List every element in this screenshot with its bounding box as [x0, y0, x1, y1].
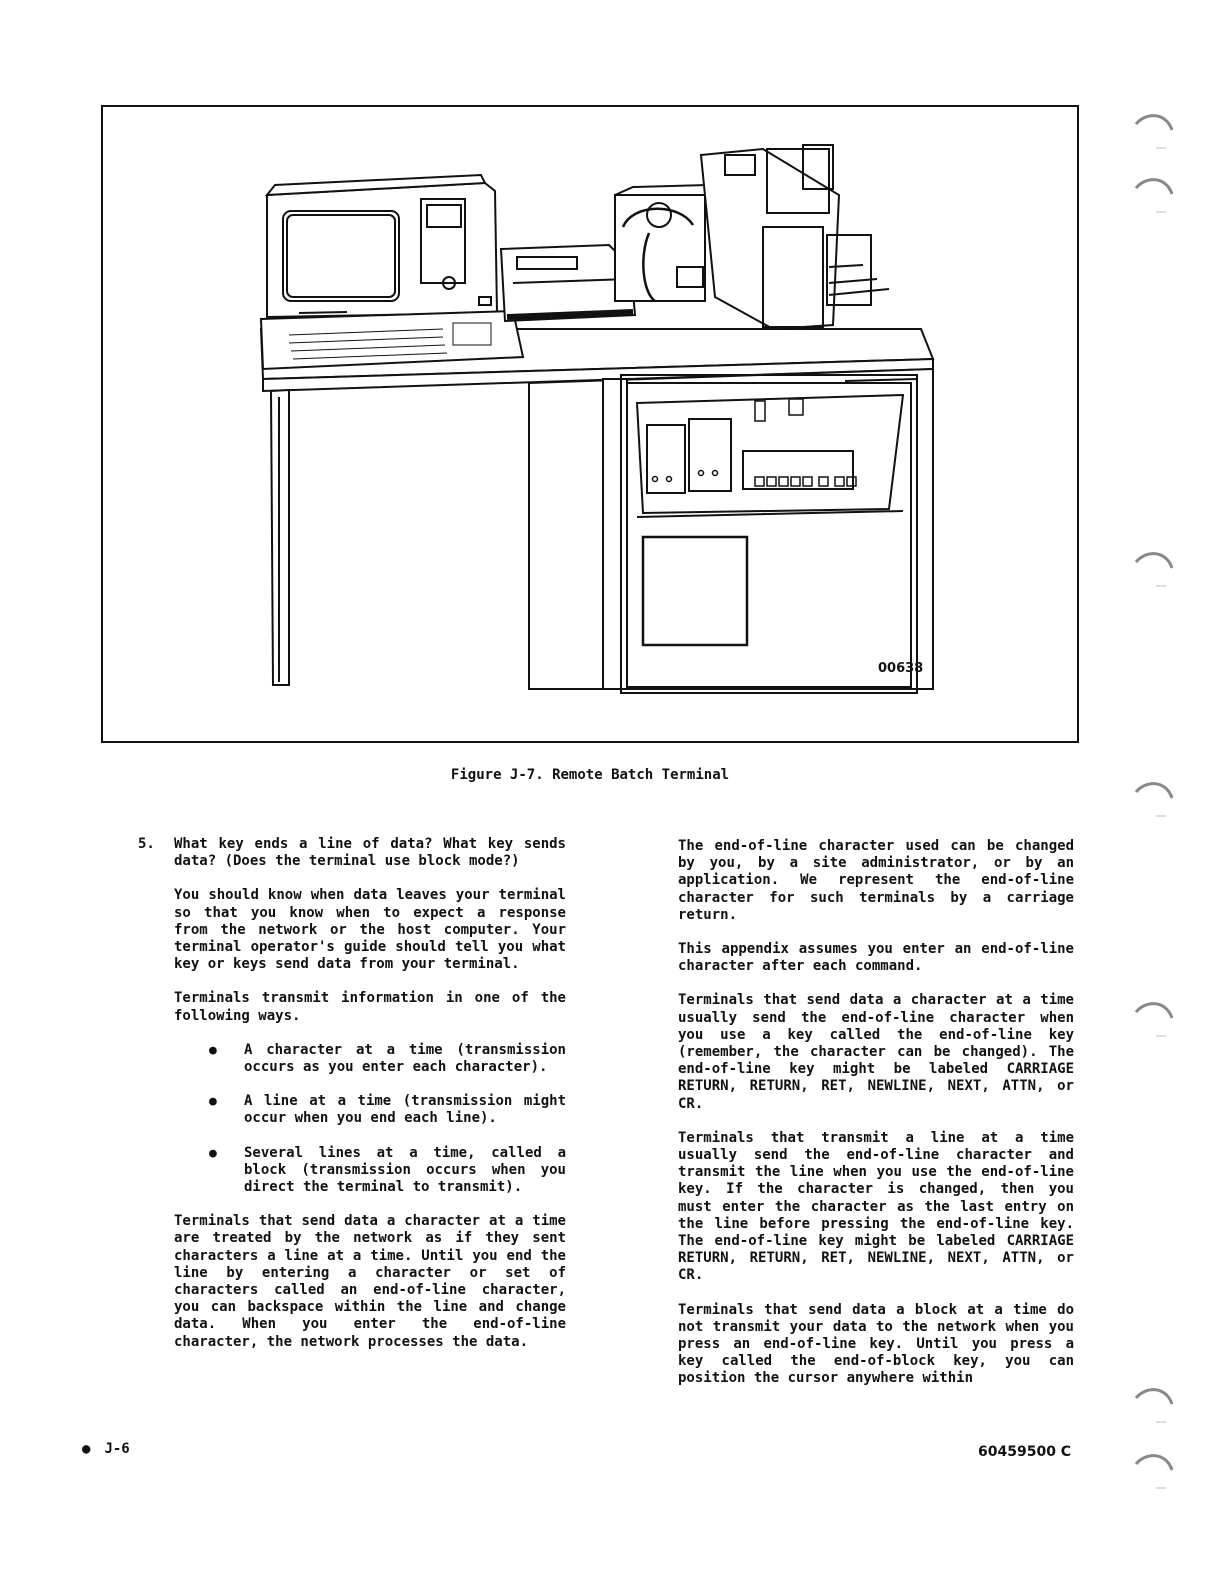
- left-column: [138, 836, 566, 1368]
- binder-hole-icon: [1132, 1448, 1178, 1494]
- binder-hole-icon: [1132, 776, 1178, 822]
- binder-hole-icon: [1132, 546, 1178, 592]
- figure-code: 00638: [878, 661, 924, 676]
- paragraph: You should know when data leaves your terminal so that you know when to expect a response from the network or the host computer. Your terminal operator's guide should tell you what key or keys send data from your terminal.: [174, 887, 566, 973]
- remote-batch-terminal-illustration: [103, 107, 1077, 741]
- binder-hole-icon: [1132, 172, 1178, 218]
- bullet-item: ● Several lines at a time, called a block (transmission occurs when you direct the terminal to transmit).: [244, 1145, 566, 1197]
- binder-hole-icon: [1132, 108, 1178, 154]
- paragraph: The end-of-line character used can be changed by you, by a site administrator, or by an application. We represent the end-of-line character for such terminals by a carriage return.: [678, 838, 1074, 923]
- bullet-item: ● A line at a time (transmission might occur when you end each line).: [244, 1093, 566, 1127]
- paragraph: Terminals that send data a block at a time do not transmit your data to the network when you press an end-of-line key. Until you press a key called the end-of-block key, you can position the cursor anywhere within: [678, 1301, 1074, 1387]
- figure-caption: Figure J-7. Remote Batch Terminal: [450, 767, 730, 783]
- paragraph: Terminals that send data a character at a time are treated by the network as if they sent characters a line at a time. Until you end the line by entering a character or set of characters called an end-of-line character, you can backspace within the line and change data. When you enter the end-of-line character, the network processes the data.: [174, 1213, 566, 1350]
- paragraph: Terminals that transmit a line at a time usually send the end-of-line character and transmit the line when you use the end-of-line key. If the character is changed, then you must enter the character as the last entry on the line before pressing the end-of-line key. The end-of-line key might be labeled CARRIAGE RETURN, RETURN, RET, NEWLINE, NEXT, ATTN, or CR.: [678, 1129, 1074, 1284]
- question-text: What key ends a line of data? What key sends data? (Does the terminal use block mode?): [174, 836, 566, 870]
- page-number-text: J-6: [104, 1441, 130, 1457]
- binder-hole-icon: [1132, 996, 1178, 1042]
- paragraph: Terminals that send data a character at a time usually send the end-of-line character when you use a key called the end-of-line key (remember, the character can be changed). The end-of-line key might be labeled CARRIAGE RETURN, RETURN, RET, NEWLINE, NEXT, ATTN, or CR.: [678, 992, 1074, 1112]
- binder-hole-icon: [1132, 1382, 1178, 1428]
- paragraph: Terminals transmit information in one of the following ways.: [174, 990, 566, 1024]
- bullet-item: ● A character at a time (transmission occurs as you enter each character).: [244, 1042, 566, 1076]
- document-number: 60459500 C: [978, 1444, 1072, 1460]
- right-column: [678, 838, 1074, 1405]
- bullet-icon: ●: [82, 1441, 91, 1457]
- bullet-list: [174, 1042, 566, 1196]
- figure-frame: [101, 105, 1079, 743]
- paragraph: This appendix assumes you enter an end-of-line character after each command.: [678, 941, 1074, 975]
- page-number: [82, 1441, 130, 1457]
- question-number: 5.: [138, 836, 155, 852]
